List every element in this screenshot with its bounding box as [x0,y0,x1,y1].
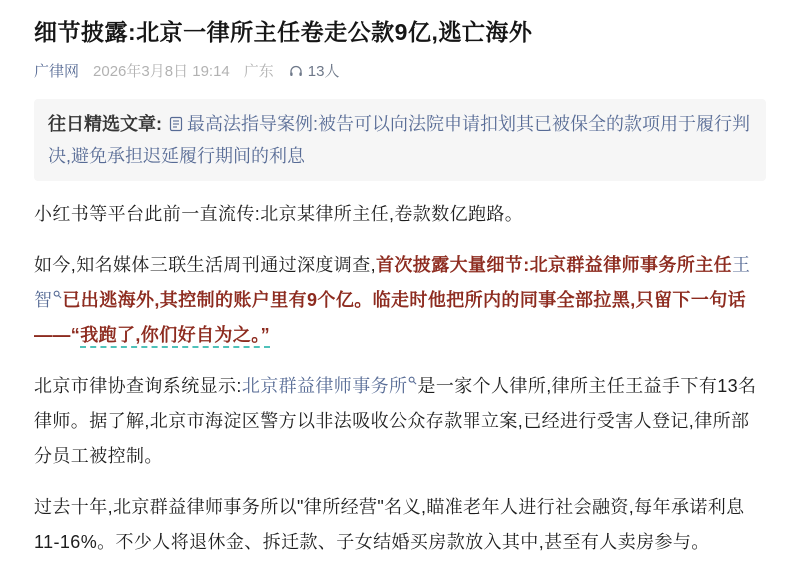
body-text: 北京市律协查询系统显示: [34,376,242,396]
featured-articles-box [34,99,766,181]
account-name-link[interactable]: 广律网 [34,63,80,80]
headset-icon [288,63,304,79]
highlight-text: 已出逃海外,其控制的账户里有9个亿。临走时他把所内的同事全部拉黑,只留下一句话——“ [34,290,747,345]
article-title: 细节披露:北京一律所主任卷走公款9亿,逃亡海外 [34,19,533,45]
firm-name: 北京群益律师事务所 [241,376,408,396]
body-text: 小红书等平台此前一直流传:北京某律所主任,卷款数亿跑路。 [34,204,524,224]
body-text: 如今,知名媒体三联生活周刊通过深度调查, [34,255,376,275]
listen-audio-button[interactable] [288,60,340,81]
paragraph-1 [34,197,766,232]
highlight-text: 首次披露大量细节:北京群益律师事务所主任 [376,255,732,275]
byline [34,60,766,81]
publish-location: 广东 [243,63,274,80]
firm-entity-link[interactable] [242,376,418,396]
paragraph-2 [34,248,766,353]
listen-count: 13人 [307,63,340,80]
paragraph-3 [34,369,766,474]
body-text: 过去十年,北京群益律师事务所以"律所经营"名义,瞄准老年人进行社会融资,每年承诺利息11-16%。不少人将退休金、拆迁款、子女结婚买房款放入其中,甚至有人卖房参与。 [34,497,745,552]
quoted-highlight-text: 我跑了,你们好自为之。” [80,325,270,348]
person-name: 王智 [34,255,751,310]
featured-label: 往日精选文章: [48,114,162,134]
publish-date: 2026年3月8日 19:14 [93,63,230,80]
paragraph-4 [34,490,766,560]
article-icon [169,111,183,141]
featured-link-text: 最高法指导案例:被告可以向法院申请扣划其已被保全的款项用于履行判决,避免承担迟延履行期间的利息 [48,114,751,166]
body-text: 是一家个人律所,律所主任王益手下有13名律师。据了解,北京市海淀区警方以非法吸收公众存款罪立案,已经进行受害人登记,律所部分员工被控制。 [34,376,757,466]
